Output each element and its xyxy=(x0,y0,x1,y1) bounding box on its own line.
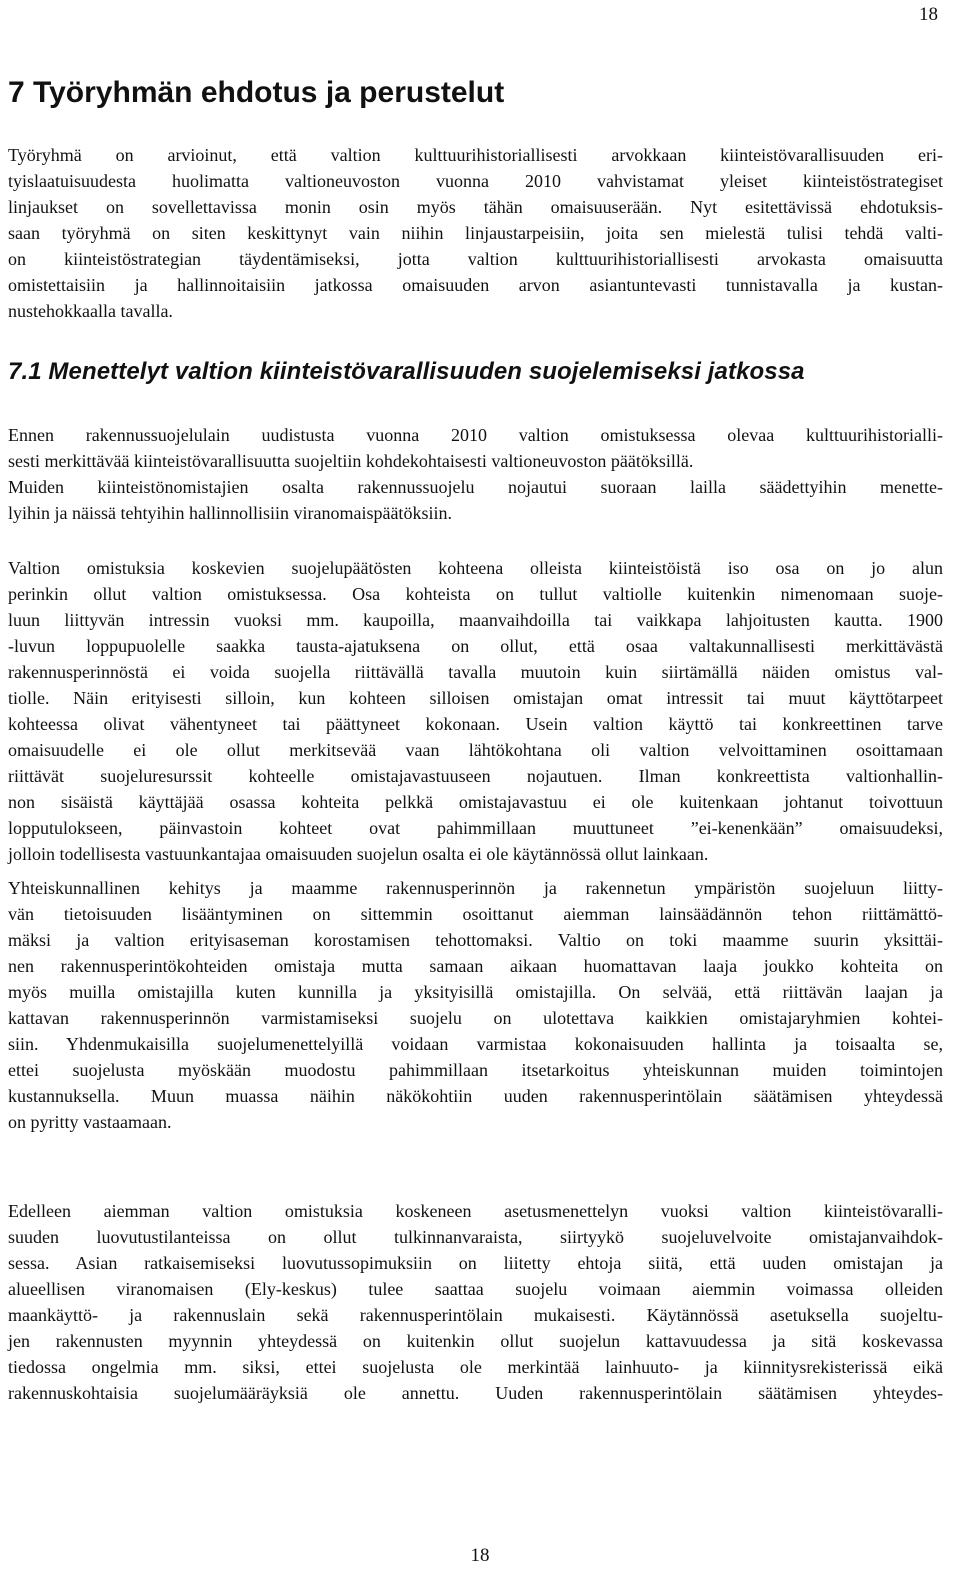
paragraph-line: saan työryhmä on siten keskittynyt vain niihin linjaustarpeisiin, joita sen mielestä tulisi tehdä valti- xyxy=(8,223,943,243)
paragraph-line: kohteessa olivat vähentyneet tai päättyneet kokonaan. Usein valtion käyttö tai konkreettinen tarve xyxy=(8,714,943,734)
paragraph-line: on kiinteistöstrategian täydentämiseksi, jotta valtion kulttuurihistoriallisesti arvokasta omaisuutta xyxy=(8,249,943,269)
page-number-top: 18 xyxy=(919,4,938,25)
paragraph-line: lopputulokseen, päinvastoin kohteet ovat pahimmillaan muuttuneet ”ei-kenenkään” omaisuudeksi, xyxy=(8,818,943,838)
paragraph-line: Yhteiskunnallinen kehitys ja maamme rakennusperinnön ja rakennetun ympäristön suojeluun liitty- xyxy=(8,878,943,898)
paragraph-line: on pyritty vastaamaan. xyxy=(8,1112,172,1132)
paragraph-line: ettei suojelusta myöskään muodostu pahimmillaan itsetarkoitus yhteiskunnan muiden toimintojen xyxy=(8,1060,943,1080)
paragraph-line: siin. Yhdenmukaisilla suojelumenettelyillä voidaan varmistaa kokonaisuuden hallinta ja toisaalta se, xyxy=(8,1034,943,1054)
paragraph-line: rakennusperinnöstä ei voida suojella riittävällä tavalla muutoin kuin siirtämällä näiden omistus val- xyxy=(8,662,943,682)
subsection-paragraph-2 xyxy=(8,555,943,867)
paragraph-line: non sisäistä käyttäjää osassa kohteita pelkkä omistajavastuu ei ole kuitenkaan johtanut toivottuun xyxy=(8,792,943,812)
subsection-paragraph-4 xyxy=(8,1198,943,1406)
paragraph-line: perinkin ollut valtion omistuksessa. Osa kohteista on tullut valtiolle kuitenkin nimenomaan suoje- xyxy=(8,584,943,604)
paragraph-line: jen rakennusten myynnin yhteydessä on kuitenkin ollut suojelun kattavuudessa ja sitä koskevassa xyxy=(8,1331,943,1351)
paragraph-line: tyislaatuisuudesta huolimatta valtioneuvoston vuonna 2010 vahvistamat yleiset kiinteistöstrategiset xyxy=(8,171,943,191)
paragraph-line: mäksi ja valtion erityisaseman korostamisen tehottomaksi. Valtio on toki maamme suurin yksittäi- xyxy=(8,930,943,950)
paragraph-line: Työryhmä on arvioinut, että valtion kulttuurihistoriallisesti arvokkaan kiinteistövarallisuuden eri- xyxy=(8,145,943,165)
subsection-paragraph-1 xyxy=(8,422,943,526)
paragraph-line: Edelleen aiemman valtion omistuksia koskeneen asetusmenettelyn vuoksi valtion kiinteistövaralli- xyxy=(8,1201,943,1221)
paragraph-line: kustannuksella. Muun muassa näihin näkökohtiin uuden rakennusperintölain säätämisen yhteydessä xyxy=(8,1086,943,1106)
paragraph-line: nustehokkaalla tavalla. xyxy=(8,301,173,321)
paragraph-line: -luvun loppupuolelle saakka tausta-ajatuksena on ollut, että osaa valtakunnallisesti merkittävästä xyxy=(8,636,943,656)
paragraph-line: tiedossa ongelmia mm. siksi, ettei suojelusta ole merkintää lainhuuto- ja kiinnitysrekisterissä eikä xyxy=(8,1357,943,1377)
paragraph-line: riittävät suojeluresurssit kohteelle omistajavastuuseen nojautuen. Ilman konkreettista valtionhallin- xyxy=(8,766,943,786)
paragraph-line: linjaukset on sovellettavissa monin osin myös tähän omaisuuserään. Nyt esitettävissä ehdotuksis- xyxy=(8,197,943,217)
subsection-heading: 7.1 Menettelyt valtion kiinteistövarallisuuden suojelemiseksi jatkossa xyxy=(8,358,805,385)
paragraph-line: myös muilla omistajilla kuten kunnilla ja yksityisillä omistajilla. On selvää, että riittävän laajan ja xyxy=(8,982,943,1002)
paragraph-line: omistettaisiin ja hallinnoitaisiin jatkossa omaisuuden arvon asiantuntevasti tunnistavalla ja kustan- xyxy=(8,275,943,295)
paragraph-line: luun liittyvän intressin vuoksi mm. kaupoilla, maanvaihdoilla tai vaikkapa lahjoitusten kautta. 1900 xyxy=(8,610,943,630)
paragraph-line: jolloin todellisesta vastuunkantajaa omaisuuden suojelun osalta ei ole käytännössä ollut lainkaan. xyxy=(8,844,709,864)
paragraph-line: nen rakennusperintökohteiden omistaja mutta samaan aikaan huomattavan laaja joukko kohteita on xyxy=(8,956,943,976)
paragraph-line: tiolle. Näin erityisesti silloin, kun kohteen silloisen omistajan omat intressit tai muut käyttötarpeet xyxy=(8,688,943,708)
paragraph-line: kattavan rakennusperinnön varmistamiseksi suojelu on ulotettava kaikkien omistajaryhmien kohtei- xyxy=(8,1008,943,1028)
paragraph-line: Muiden kiinteistönomistajien osalta rakennussuojelu nojautui suoraan lailla säädettyihin menette- xyxy=(8,477,943,497)
paragraph-line: vän tietoisuuden lisääntyminen on sittemmin osoittanut aiemman lainsäädännön tehon riittämättö- xyxy=(8,904,943,924)
paragraph-line: maankäyttö- ja rakennuslain sekä rakennusperintölain mukaisesti. Käytännössä asetuksella suojeltu- xyxy=(8,1305,943,1325)
paragraph-line: suuden luovutustilanteissa on ollut tulkinnanvaraista, siirtyykö suojeluvelvoite omistajanvaihdok- xyxy=(8,1227,943,1247)
paragraph-line: Ennen rakennussuojelulain uudistusta vuonna 2010 valtion omistuksessa olevaa kulttuurihistorialli- xyxy=(8,425,943,445)
paragraph-line: omaisuudelle ei ole ollut merkitsevää vaan lähtökohtana oli valtion velvoittaminen osoittamaan xyxy=(8,740,943,760)
paragraph-line: rakennuskohtaisia suojelumääräyksiä ole annettu. Uuden rakennusperintölain säätämisen yhteydes- xyxy=(8,1383,943,1403)
section-heading: 7 Työryhmän ehdotus ja perustelut xyxy=(8,76,505,109)
section-paragraph xyxy=(8,142,943,324)
paragraph-line: lyihin ja näissä tehtyihin hallinnollisiin viranomaispäätöksiin. xyxy=(8,503,452,523)
page-number-bottom: 18 xyxy=(470,1545,490,1566)
paragraph-line: alueellisen viranomaisen (Ely-keskus) tulee saattaa suojelu voimaan aiemmin voimassa olleiden xyxy=(8,1279,943,1299)
paragraph-line: sesti merkittävää kiinteistövarallisuutta suojeltiin kohdekohtaisesti valtioneuvoston päätöksillä. xyxy=(8,451,694,471)
subsection-paragraph-3 xyxy=(8,875,943,1135)
paragraph-line: sessa. Asian ratkaisemiseksi luovutussopimuksiin on liitetty ehtoja siitä, että uuden omistajan ja xyxy=(8,1253,943,1273)
paragraph-line: Valtion omistuksia koskevien suojelupäätösten kohteena olleista kiinteistöistä iso osa on jo alun xyxy=(8,558,943,578)
